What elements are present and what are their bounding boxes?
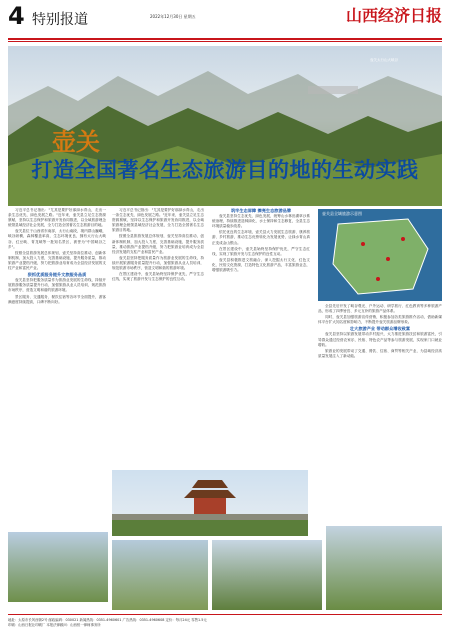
section-name: 特别报道	[32, 12, 88, 28]
paragraph: 同时，壶关县加强旅游宣传营销，积极参加各类旅游推介活动，借助新媒体平台扩大知名度和影响力，不断提升壶关旅游品牌形象。	[318, 315, 442, 325]
header-rule	[8, 38, 442, 40]
paragraph: 按照全县旅游发展总体规划，壶关坚持高位推动，创新体制机制，加大投入力度，完善基础设施，提升服务质量，推动旅游产业提档升级，努力把旅游业培育成为全县经济发展的支柱产业和富民产业。	[8, 250, 106, 271]
subheading: 狠抓优质服务提升文旅服务品质	[27, 272, 87, 278]
paragraph: 壶关县坚持生态优先、绿色发展，统筹山水林田湖草沙系统治理，持续推进造林绿化、水土保持和生态修复，全县生态环境质量稳步改善。	[212, 214, 310, 229]
page-number: 4	[8, 2, 25, 30]
paragraph: 依托优良的生态环境，壶关县大力发展生态旅游、康养旅游、乡村旅游，推动生态优势转化为发展优势，让绿水青山真正变成金山银山。	[212, 230, 310, 245]
banner-caption: 壶关太行山大峡谷	[370, 58, 398, 62]
paragraph: 习近平总书记指出："尤其是要护好那绿水青山，走出一条生态优先、绿色发展之路。"近年来，壶关县立足生态资源禀赋，坚持以生态保护和旅游开发协同推进，以全域旅游理念统领县域经济社会发展，全力打造全国著名生态旅游目的地。	[112, 208, 204, 233]
tourism-map-image	[318, 209, 442, 301]
map-caption: 壶关县全域旅游示意图	[322, 211, 362, 216]
paragraph: 壶关县位于山西省东南部，太行山南段，境内群山巍峨，峡谷纵横，森林覆盖率高，生态环境优良，拥有太行山大峡谷、红豆峡、青龙峡等一批知名景区，被誉为"中国峡谷之乡"。	[8, 229, 106, 249]
paragraph: 壶关县积极推进文旅融合，深入挖掘太行文化、红色文化、民俗文化资源，打造特色文化旅游产品，丰富旅游业态，增强旅游吸引力。	[212, 257, 310, 273]
article-column-4	[318, 304, 442, 522]
landscape-photo-1	[8, 532, 108, 602]
subheading: 壮大旅游产业 带动群众增收致富	[349, 326, 411, 332]
paragraph: 壶关县坚持以旅游发展带动乡村振兴，大力推进旅游扶贫和旅游富民，引导群众通过经营农家乐、民宿、特色农产品等参与旅游发展，实现家门口就业增收。	[318, 332, 442, 347]
header-rule-thin	[8, 41, 442, 42]
publication-date: 2022年12月30日 星期五	[150, 14, 196, 19]
footer-rule	[8, 614, 442, 615]
paragraph: 按照全县旅游发展总体规划，壶关坚持高位推动，创新体制机制，加大投入力度，完善基础设施，提升服务质量，推动旅游产业提档升级，努力把旅游业培育成为全县经济发展的支柱产业和富民产业。	[112, 234, 204, 254]
page-headline: 打造全国著名生态旅游目的地的生动实践	[31, 158, 419, 182]
landscape-photo-4	[326, 526, 442, 610]
subheading: 筑牢生态屏障 擦亮生态旅游品牌	[230, 208, 292, 213]
footer-line: 印刷：山西日报社印刷厂 本报法律顾问：山西恒一律师事务所	[8, 623, 101, 627]
masthead-logo: 山西经济日报	[345, 6, 442, 25]
temple-photo	[112, 470, 308, 536]
headline-kicker: 壶关	[52, 127, 100, 156]
paragraph: 全县先后开发了峡谷观光、户外运动、研学旅行、红色教育等多种旅游产品，形成了四季皆宜、多元互补的旅游产品体系。	[318, 304, 442, 314]
paragraph: 旅游业的发展带动了交通、餐饮、住宿、商贸等相关产业，为县域经济高质量发展注入了新动能。	[318, 348, 442, 358]
paragraph: 壶关县坚持把服务质量作为旅游业发展的生命线，持续开展旅游服务质量提升行动，加强旅游从业人员培训，规范旅游市场秩序，营造文明和谐的旅游环境。	[112, 255, 204, 271]
paragraph: 景区服务、交通服务、餐饮住宿等各环节全面提升，游客满意度持续提高，口碑不断向好。	[8, 294, 106, 304]
page-footer	[8, 618, 442, 628]
paragraph: 在景区建设中，壶关县始终坚持保护优先，严守生态红线，实现了旅游开发与生态保护的良性互动。	[112, 272, 204, 282]
paragraph: 在景区建设中，壶关县始终坚持保护优先，严守生态红线，实现了旅游开发与生态保护的良性互动。	[212, 246, 310, 256]
landscape-photo-2	[112, 540, 208, 610]
paragraph: 习近平总书记指出："尤其是要护好那绿水青山，走出一条生态优先、绿色发展之路。"近年来，壶关县立足生态资源禀赋，坚持以生态保护和旅游开发协同推进，以全域旅游理念统领县域经济社会发展，全力打造全国著名生态旅游目的地。	[8, 208, 106, 228]
paragraph: 壶关县坚持把服务质量作为旅游业发展的生命线，持续开展旅游服务质量提升行动，加强旅游从业人员培训，规范旅游市场秩序，营造文明和谐的旅游环境。	[8, 278, 106, 293]
landscape-photo-3	[212, 540, 322, 610]
footer-line: 地址：太原市长风西街2号 邮政编码：030021 新闻热线：0351-4960601 广告热线：0351-4960608 定价：每月24元 零售1.5元	[8, 618, 207, 622]
